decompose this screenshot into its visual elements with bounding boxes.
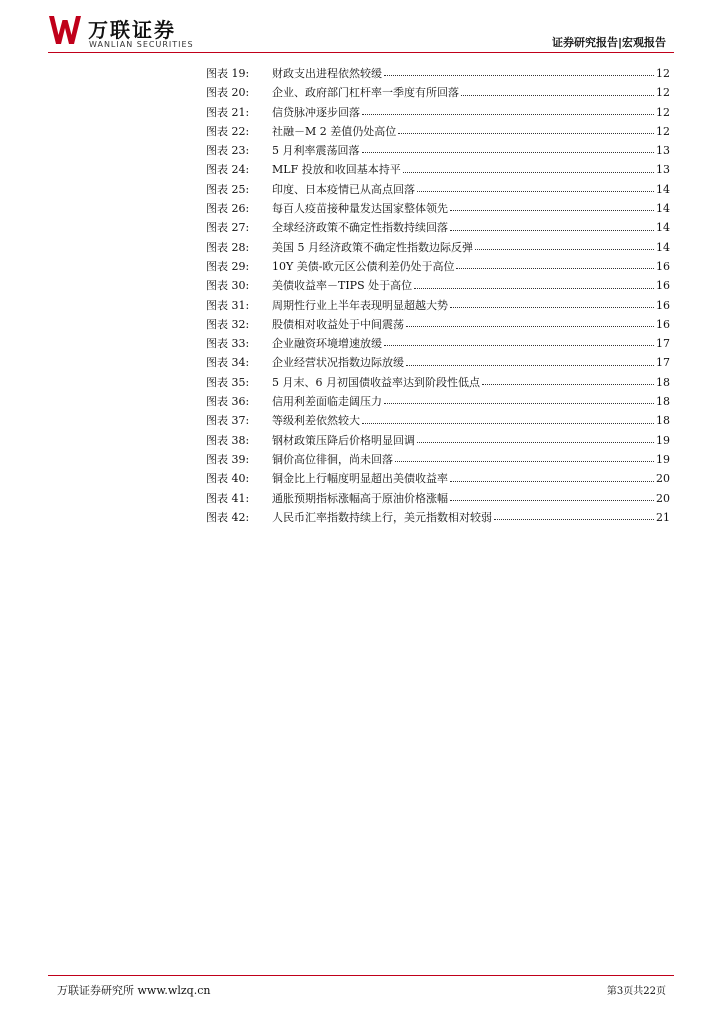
toc-entry[interactable] bbox=[206, 141, 670, 160]
toc-entry-label: 图表 27: bbox=[206, 221, 250, 235]
toc-leader-dots bbox=[403, 172, 654, 173]
toc-leader-dots bbox=[417, 191, 654, 192]
toc-entry-title: 印度、日本疫情已从高点回落 bbox=[272, 182, 415, 196]
toc-leader-dots bbox=[450, 481, 654, 482]
toc-entry[interactable] bbox=[206, 392, 670, 411]
toc-entry[interactable] bbox=[206, 276, 670, 295]
header-divider bbox=[48, 52, 674, 53]
toc-entry-label: 图表 35: bbox=[206, 375, 250, 389]
toc-entry-title: 人民币汇率指数持续上行，美元指数相对较弱 bbox=[272, 510, 492, 524]
toc-entry-label: 图表 28: bbox=[206, 240, 250, 254]
toc-entry-title: 企业、政府部门杠杆率一季度有所回落 bbox=[272, 86, 459, 100]
toc-entry-label: 图表 42: bbox=[206, 510, 250, 524]
toc-entry-page: 14 bbox=[656, 202, 670, 216]
toc-entry-title: 等级利差依然较大 bbox=[272, 414, 360, 428]
toc-entry-page: 16 bbox=[656, 298, 670, 312]
toc-entry-label: 图表 25: bbox=[206, 182, 250, 196]
toc-entry-page: 12 bbox=[656, 124, 670, 138]
toc-entry[interactable] bbox=[206, 489, 670, 508]
toc-entry[interactable] bbox=[206, 103, 670, 122]
toc-entry-page: 19 bbox=[656, 433, 670, 447]
toc-entry-page: 16 bbox=[656, 259, 670, 273]
page-number: 第3页共22页 bbox=[606, 986, 666, 997]
toc-entry-page: 16 bbox=[656, 279, 670, 293]
toc-entry-title: 美国 5 月经济政策不确定性指数边际反弹 bbox=[272, 240, 473, 254]
toc-leader-dots bbox=[384, 75, 654, 76]
footer-institute: 万联证券研究所 www.wlzq.cn bbox=[57, 984, 211, 997]
toc-leader-dots bbox=[450, 230, 654, 231]
toc-leader-dots bbox=[414, 288, 654, 289]
toc-entry-label: 图表 20: bbox=[206, 86, 250, 100]
toc-leader-dots bbox=[395, 461, 654, 462]
toc-entry-title: MLF 投放和收回基本持平 bbox=[272, 163, 401, 177]
toc-leader-dots bbox=[450, 210, 654, 211]
toc-entry-label: 图表 24: bbox=[206, 163, 250, 177]
toc-entry-title: 财政支出进程依然较缓 bbox=[272, 67, 382, 80]
toc-leader-dots bbox=[482, 384, 654, 385]
toc-leader-dots bbox=[450, 500, 654, 501]
toc-entry-label: 图表 31: bbox=[206, 298, 250, 312]
page-header bbox=[0, 0, 724, 60]
toc-entry-title: 每百人疫苗接种量发达国家整体领先 bbox=[272, 202, 448, 216]
chart-list bbox=[206, 64, 670, 527]
toc-entry-label: 图表 19: bbox=[206, 67, 250, 80]
toc-entry[interactable] bbox=[206, 373, 670, 392]
toc-entry-label: 图表 39: bbox=[206, 452, 250, 466]
toc-leader-dots bbox=[417, 442, 654, 443]
toc-entry-page: 16 bbox=[656, 317, 670, 331]
toc-entry-title: 企业经营状况指数边际放缓 bbox=[272, 356, 404, 370]
toc-entry-title: 全球经济政策不确定性指数持续回落 bbox=[272, 221, 448, 235]
toc-entry[interactable] bbox=[206, 83, 670, 102]
toc-entry-title: 信贷脉冲逐步回落 bbox=[272, 105, 360, 119]
toc-entry-title: 社融－M 2 差值仍处高位 bbox=[272, 124, 397, 138]
toc-entry-page: 14 bbox=[656, 221, 670, 235]
toc-entry[interactable] bbox=[206, 238, 670, 257]
toc-entry-label: 图表 40: bbox=[206, 472, 250, 486]
toc-entry[interactable] bbox=[206, 218, 670, 237]
toc-entry-page: 14 bbox=[656, 182, 670, 196]
toc-entry-page: 20 bbox=[656, 491, 670, 505]
toc-entry-page: 13 bbox=[656, 144, 670, 158]
toc-leader-dots bbox=[450, 307, 654, 308]
toc-entry[interactable] bbox=[206, 411, 670, 430]
toc-entry-page: 18 bbox=[656, 395, 670, 409]
toc-entry-label: 图表 34: bbox=[206, 356, 250, 370]
toc-entry[interactable] bbox=[206, 508, 670, 527]
toc-entry-label: 图表 38: bbox=[206, 433, 250, 447]
toc-entry-label: 图表 21: bbox=[206, 105, 250, 119]
wanlian-logo-icon bbox=[48, 14, 84, 46]
toc-entry-page: 18 bbox=[656, 414, 670, 428]
toc-entry-page: 21 bbox=[656, 510, 670, 524]
toc-entry[interactable] bbox=[206, 64, 670, 83]
toc-entry-page: 14 bbox=[656, 240, 670, 254]
toc-entry[interactable] bbox=[206, 199, 670, 218]
toc-entry-title: 美债收益率－TIPS 处于高位 bbox=[272, 279, 413, 293]
toc-entry-title: 周期性行业上半年表现明显超越大势 bbox=[272, 298, 448, 312]
toc-entry-label: 图表 36: bbox=[206, 395, 250, 409]
toc-entry-title: 钢材政策压降后价格明显回调 bbox=[272, 433, 415, 447]
toc-entry[interactable] bbox=[206, 334, 670, 353]
toc-entry[interactable] bbox=[206, 296, 670, 315]
toc-entry-title: 5 月末、6 月初国债收益率达到阶段性低点 bbox=[272, 375, 480, 389]
toc-entry-page: 13 bbox=[656, 163, 670, 177]
toc-entry-page: 18 bbox=[656, 375, 670, 389]
toc-entry[interactable] bbox=[206, 469, 670, 488]
toc-entry-title: 铜金比上行幅度明显超出美债收益率 bbox=[272, 472, 448, 486]
toc-leader-dots bbox=[406, 365, 654, 366]
toc-entry-label: 图表 23: bbox=[206, 144, 250, 158]
toc-leader-dots bbox=[384, 403, 654, 404]
toc-entry-label: 图表 32: bbox=[206, 317, 250, 331]
toc-leader-dots bbox=[398, 133, 654, 134]
toc-entry-label: 图表 26: bbox=[206, 202, 250, 216]
toc-entry-label: 图表 30: bbox=[206, 279, 250, 293]
toc-leader-dots bbox=[406, 326, 654, 327]
toc-entry-label: 图表 37: bbox=[206, 414, 250, 428]
footer-divider bbox=[48, 975, 674, 976]
toc-leader-dots bbox=[456, 268, 654, 269]
toc-entry-page: 19 bbox=[656, 452, 670, 466]
toc-entry-page: 17 bbox=[656, 356, 670, 370]
toc-entry-page: 12 bbox=[656, 105, 670, 119]
toc-entry-title: 10Y 美债-欧元区公债利差仍处于高位 bbox=[272, 259, 455, 273]
toc-entry[interactable] bbox=[206, 160, 670, 179]
toc-entry[interactable] bbox=[206, 353, 670, 372]
logo-english-text: WANLIAN SECURITIES bbox=[89, 40, 194, 49]
toc-entry-page: 12 bbox=[656, 86, 670, 100]
toc-leader-dots bbox=[362, 114, 654, 115]
toc-entry-label: 图表 33: bbox=[206, 337, 250, 351]
toc-entry-label: 图表 22: bbox=[206, 124, 250, 138]
toc-entry-title: 通胀预期指标涨幅高于原油价格涨幅 bbox=[272, 491, 448, 505]
toc-entry[interactable] bbox=[206, 431, 670, 450]
report-section-label: 证券研究报告|宏观报告 bbox=[551, 36, 666, 49]
toc-entry[interactable] bbox=[206, 450, 670, 469]
toc-leader-dots bbox=[475, 249, 654, 250]
toc-entry-title: 信用利差面临走阔压力 bbox=[272, 395, 382, 409]
toc-entry-page: 20 bbox=[656, 472, 670, 486]
toc-entry-title: 5 月利率震荡回落 bbox=[272, 144, 360, 158]
logo-chinese-text: 万联证券 bbox=[88, 18, 176, 42]
toc-entry-title: 股债相对收益处于中间震荡 bbox=[272, 317, 404, 331]
toc-entry-page: 12 bbox=[656, 67, 670, 80]
toc-leader-dots bbox=[494, 519, 654, 520]
toc-entry[interactable] bbox=[206, 180, 670, 199]
toc-entry[interactable] bbox=[206, 122, 670, 141]
toc-entry-label: 图表 29: bbox=[206, 259, 250, 273]
toc-entry-title: 企业融资环境增速放缓 bbox=[272, 337, 382, 351]
company-logo bbox=[48, 14, 238, 52]
toc-entry-page: 17 bbox=[656, 337, 670, 351]
toc-leader-dots bbox=[362, 152, 655, 153]
toc-entry-label: 图表 41: bbox=[206, 491, 250, 505]
toc-leader-dots bbox=[461, 95, 654, 96]
toc-entry-title: 铜价高位徘徊，尚未回落 bbox=[272, 452, 393, 466]
toc-entry[interactable] bbox=[206, 257, 670, 276]
toc-leader-dots bbox=[384, 345, 654, 346]
toc-entry[interactable] bbox=[206, 315, 670, 334]
toc-leader-dots bbox=[362, 423, 654, 424]
